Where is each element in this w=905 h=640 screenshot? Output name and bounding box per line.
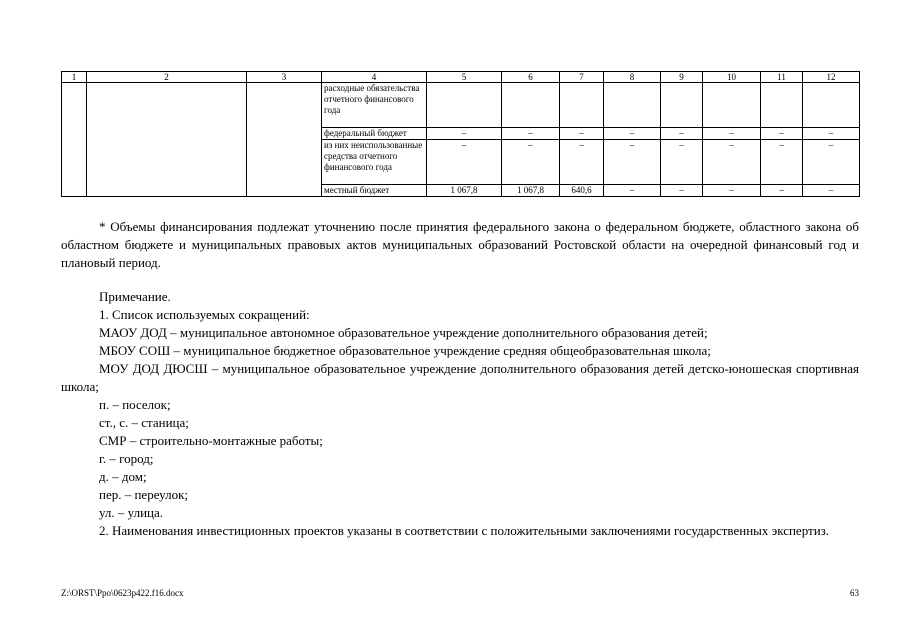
table-cell: – [604,185,661,197]
page-number: 63 [850,588,859,598]
table-cell [560,83,604,128]
table-cell: – [761,140,803,185]
table-cell: – [560,140,604,185]
abbreviation-item: ст., с. – станица; [99,415,189,430]
table-cell [247,83,322,197]
table-cell: – [803,128,860,140]
table-row [62,83,860,128]
table-cell: – [803,140,860,185]
row-label: федеральный бюджет [322,128,427,140]
note-item-2: 2. Наименования инвестиционных проектов указаны в соответствии с положительными заключениями государственных экспертиз. [99,523,830,538]
table-cell: – [803,185,860,197]
table-cell [604,83,661,128]
table-cell [803,83,860,128]
abbreviation-item: МОУ ДОД ДЮСШ – муниципальное образовательное учреждение дополнительного образования детей детско-юношеская спортивная школа; [61,361,859,394]
row-label: расходные обязательства отчетного финансового года [322,83,427,128]
table-cell: – [703,128,761,140]
table-cell [62,83,87,197]
table-cell: – [502,128,560,140]
table-cell: – [661,185,703,197]
column-number: 12 [803,72,860,83]
table-cell: – [703,185,761,197]
column-number: 4 [322,72,427,83]
row-label: из них неиспользованные средства отчетного финансового года [322,140,427,185]
abbreviation-item: ул. – улица. [99,505,164,520]
budget-table [61,71,860,197]
notes-section [61,218,859,540]
abbreviation-item: г. – город; [99,451,154,466]
table-cell: – [502,140,560,185]
column-number: 7 [560,72,604,83]
column-number: 1 [62,72,87,83]
column-number: 8 [604,72,661,83]
table-cell: – [560,128,604,140]
column-number: 9 [661,72,703,83]
table-cell [87,83,247,197]
table-cell [502,83,560,128]
row-label: местный бюджет [322,185,427,197]
table-cell: – [661,140,703,185]
table-cell: – [761,185,803,197]
abbreviation-item: СМР – строительно-монтажные работы; [99,433,323,448]
abbreviation-item: д. – дом; [99,469,147,484]
table-cell [661,83,703,128]
table-cell: – [427,140,502,185]
table-cell [427,83,502,128]
column-number: 2 [87,72,247,83]
table-cell: – [703,140,761,185]
note-heading: Примечание. [99,289,171,304]
table-cell [761,83,803,128]
table-header-row [62,72,860,83]
financing-footnote: * Объемы финансирования подлежат уточнению после принятия федерального закона о федеральном бюджете, областного закона об областном бюджете и муниципальных правовых актов муниципальных образований Ростовской области на очередной финансовый год и плановый период. [61,219,859,270]
table-cell [703,83,761,128]
table-cell: 1 067,8 [427,185,502,197]
table-cell: 1 067,8 [502,185,560,197]
table-cell: – [604,140,661,185]
abbreviations-title: 1. Список используемых сокращений: [99,307,310,322]
abbreviation-item: МАОУ ДОД – муниципальное автономное образовательное учреждение дополнительного образования детей; [99,325,708,340]
column-number: 3 [247,72,322,83]
table-cell: 640,6 [560,185,604,197]
abbreviation-item: пер. – переулок; [99,487,188,502]
table-cell: – [604,128,661,140]
table-cell: – [761,128,803,140]
document-path: Z:\ORST\Ppo\0623p422.f16.docx [61,588,184,598]
column-number: 6 [502,72,560,83]
column-number: 10 [703,72,761,83]
table-cell: – [661,128,703,140]
column-number: 11 [761,72,803,83]
abbreviation-item: МБОУ СОШ – муниципальное бюджетное образовательное учреждение средняя общеобразовательная школа; [99,343,711,358]
column-number: 5 [427,72,502,83]
abbreviation-item: п. – поселок; [99,397,171,412]
table-cell: – [427,128,502,140]
